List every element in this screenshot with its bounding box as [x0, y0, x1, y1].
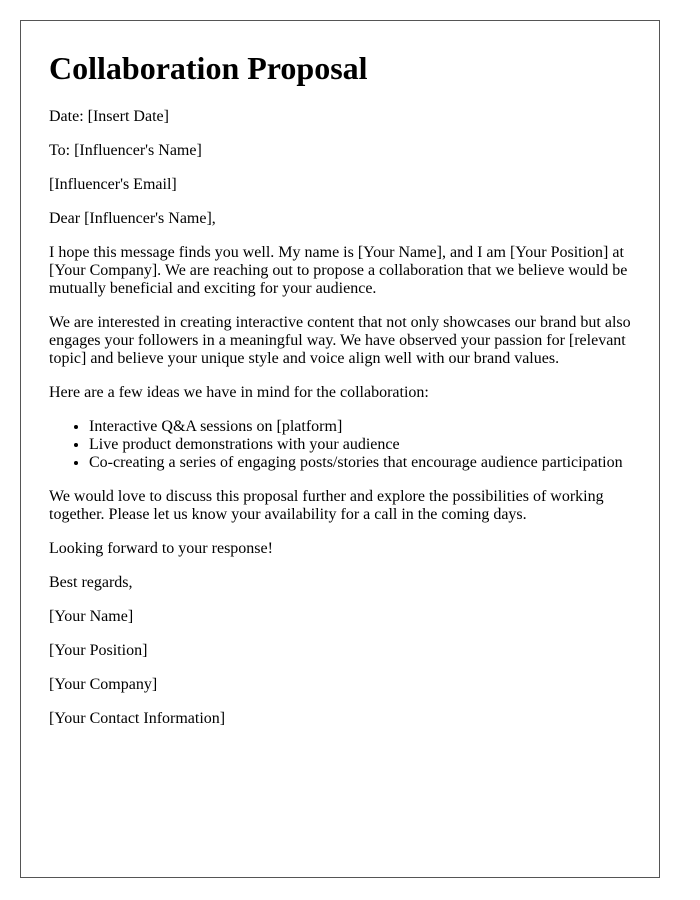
ideas-intro: Here are a few ideas we have in mind for the collaboration:	[49, 384, 429, 401]
signature-position: [Your Position]	[49, 642, 148, 659]
recipient-line: To: [Influencer's Name]	[49, 142, 202, 159]
letter-content	[49, 49, 631, 728]
list-item: • Live product demonstrations with your audience	[89, 436, 631, 454]
signature-company: [Your Company]	[49, 676, 158, 693]
date-line: Date: [Insert Date]	[49, 108, 169, 125]
closing: Best regards,	[49, 574, 133, 591]
ideas-list	[49, 418, 631, 472]
signature-name: [Your Name]	[49, 608, 134, 625]
intro-paragraph: I hope this message finds you well. My name is [Your Name], and I am [Your Position] at [Your Company]. We are reaching out to propose a collaboration that we believe would be mutually beneficial and exciting for your audience.	[49, 244, 628, 297]
page-title: Collaboration Proposal	[49, 50, 368, 86]
letter-page	[20, 20, 660, 878]
discuss-paragraph: We would love to discuss this proposal further and explore the possibilities of working together. Please let us know your availability for a call in the coming days.	[49, 488, 604, 523]
recipient-email: [Influencer's Email]	[49, 176, 177, 193]
salutation: Dear [Influencer's Name],	[49, 210, 216, 227]
list-item: • Interactive Q&A sessions on [platform]	[89, 418, 631, 436]
list-item: • Co-creating a series of engaging posts/stories that encourage audience participation	[89, 454, 631, 472]
looking-forward: Looking forward to your response!	[49, 540, 273, 557]
signature-contact: [Your Contact Information]	[49, 710, 226, 727]
interest-paragraph: We are interested in creating interactive content that not only showcases our brand but also engages your followers in a meaningful way. We have observed your passion for [relevant topic] and believe your unique style and voice align well with our brand values.	[49, 314, 631, 367]
